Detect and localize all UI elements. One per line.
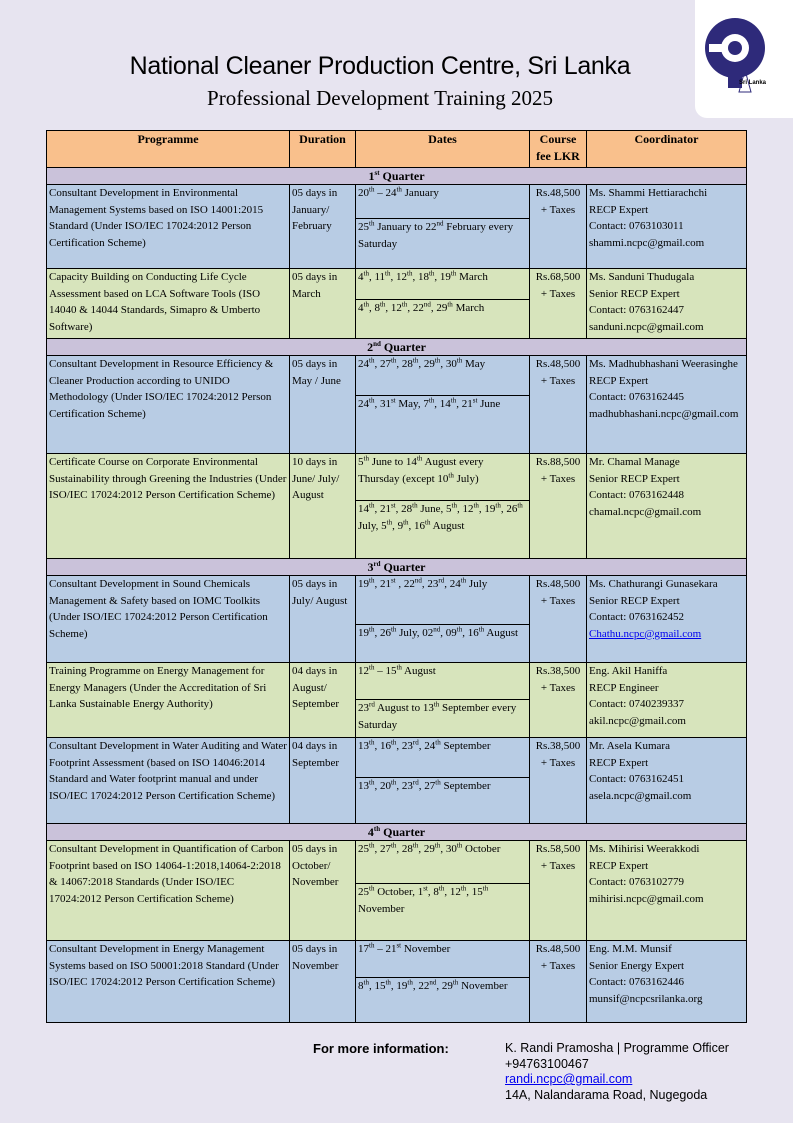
programme-cell: Consultant Development in Sound Chemicals Management & Safety based on IOMC Toolkits (Under ISO/IEC 17024:2012 Person Certification Scheme) — [47, 576, 290, 663]
fee-cell: Rs.58,500 + Taxes — [530, 841, 587, 941]
training-table — [46, 130, 747, 1023]
programme-cell: Consultant Development in Environmental Management Systems based on ISO 14001:2015 Standard (Under ISO/IEC 17024:2012 Person Certification Scheme) — [47, 185, 290, 269]
dates-cell — [356, 663, 530, 738]
coordinator-contact: Contact: 0763103011 — [589, 220, 684, 232]
dates-cell — [356, 941, 530, 1023]
footer-address: 14A, Nalandarama Road, Nugegoda — [505, 1087, 708, 1102]
quarter-row — [47, 559, 747, 576]
coordinator-contact: Contact: 0763102779 — [589, 876, 685, 888]
coordinator-email: chamal.ncpc@gmail.com — [589, 505, 702, 518]
footer-phone: +94763100467 — [505, 1056, 589, 1071]
date-option-1: 5th June to 14th August every Thursday (except 10th July) — [356, 454, 529, 501]
coordinator-name: Ms. Madhubhashani Weerasinghe — [589, 358, 738, 370]
duration-cell: 05 days in October/ November — [290, 841, 356, 941]
fee-cell: Rs.38,500 + Taxes — [530, 663, 587, 738]
duration-cell: 05 days in January/ February — [290, 185, 356, 269]
quarter-label: 1st Quarter — [47, 168, 747, 185]
date-option-1: 19th, 21st , 22nd, 23rd, 24th July — [356, 576, 529, 625]
coordinator-title: Senior RECP Expert — [589, 287, 680, 300]
coordinator-contact: Contact: 0763162445 — [589, 391, 685, 403]
table-row — [47, 841, 747, 941]
fee-cell: Rs.48,500 + Taxes — [530, 356, 587, 454]
coordinator-cell — [587, 454, 747, 559]
programme-cell: Consultant Development in Water Auditing and Water Footprint Assessment (based on ISO 14046:2014 Standard and Water footprint manual and under ISO/IEC 17024:2012 Person Certification Scheme) — [47, 738, 290, 824]
date-option-2: 13th, 20th, 23rd, 27th September — [358, 778, 491, 792]
coordinator-email: akil.ncpc@gmail.com — [589, 714, 686, 727]
date-option-2: 8th, 15th, 19th, 22nd, 29th November — [358, 978, 508, 992]
coordinator-title: RECP Expert — [589, 203, 649, 216]
quarter-label: 4th Quarter — [47, 824, 747, 841]
date-option-2: 25th January to 22nd February every Saturday — [358, 219, 514, 250]
coordinator-cell — [587, 576, 747, 663]
page-subtitle: Professional Development Training 2025 — [207, 86, 553, 110]
programme-cell: Consultant Development in Resource Efficiency & Cleaner Production according to UNIDO Methodology (Under ISO/IEC 17024:2012 Person Certification Scheme) — [47, 356, 290, 454]
coordinator-title: RECP Expert — [589, 374, 649, 387]
table-row — [47, 941, 747, 1023]
coordinator-name: Ms. Sanduni Thudugala — [589, 271, 695, 283]
date-option-2: 4th, 8th, 12th, 22nd, 29th March — [358, 300, 485, 314]
coordinator-title: Senior RECP Expert — [589, 472, 680, 485]
dates-cell — [356, 738, 530, 824]
coordinator-title: RECP Expert — [589, 859, 649, 872]
table-body — [47, 168, 747, 1023]
header-fee: Course fee LKR — [530, 131, 587, 168]
date-option-2: 19th, 26th July, 02nd, 09th, 16th August — [358, 625, 519, 639]
coordinator-email: mihirisi.ncpc@gmail.com — [589, 892, 704, 905]
duration-cell: 04 days in August/ September — [290, 663, 356, 738]
date-option-1: 13th, 16th, 23rd, 24th September — [356, 738, 529, 778]
coordinator-email: madhubhashani.ncpc@gmail.com — [589, 407, 739, 420]
programme-cell: Certificate Course on Corporate Environmental Sustainability through Greening the Industries (Under ISO/IEC 17024:2012 Person Certification Scheme) — [47, 454, 290, 559]
fee-cell: Rs.88,500 + Taxes — [530, 454, 587, 559]
duration-cell: 04 days in September — [290, 738, 356, 824]
duration-cell: 05 days in July/ August — [290, 576, 356, 663]
table-row — [47, 576, 747, 663]
page-title: National Cleaner Production Centre, Sri Lanka — [129, 52, 631, 80]
table-row — [47, 738, 747, 824]
coordinator-title: Senior RECP Expert — [589, 594, 680, 607]
coordinator-cell — [587, 185, 747, 269]
coordinator-contact: Contact: 0763162451 — [589, 773, 685, 785]
header-dates: Dates — [356, 131, 530, 168]
header-duration: Duration — [290, 131, 356, 168]
coordinator-cell — [587, 841, 747, 941]
fee-cell: Rs.48,500 + Taxes — [530, 185, 587, 269]
footer-email-link[interactable]: randi.ncpc@gmail.com — [505, 1072, 633, 1086]
coordinator-name: Ms. Shammi Hettiarachchi — [589, 187, 708, 199]
coordinator-name: Ms. Chathurangi Gunasekara — [589, 578, 718, 590]
coordinator-contact: Contact: 0763162446 — [589, 976, 685, 988]
coordinator-title: Senior Energy Expert — [589, 959, 685, 972]
dates-cell — [356, 454, 530, 559]
date-option-2: 24th, 31st May, 7th, 14th, 21st June — [358, 396, 501, 410]
fee-cell: Rs.38,500 + Taxes — [530, 738, 587, 824]
coordinator-cell — [587, 738, 747, 824]
duration-cell: 10 days in June/ July/ August — [290, 454, 356, 559]
coordinator-title: RECP Expert — [589, 756, 649, 769]
coordinator-cell — [587, 269, 747, 339]
date-option-1: 4th, 11th, 12th, 18th, 19th March — [356, 269, 529, 300]
duration-cell: 05 days in March — [290, 269, 356, 339]
coordinator-email: munsif@ncpcsrilanka.org — [589, 992, 703, 1005]
programme-cell: Training Programme on Energy Management for Energy Managers (Under the Accreditation of Sri Lanka Sustainable Energy Authority) — [47, 663, 290, 738]
date-option-1: 25th, 27th, 28th, 29th, 30th October — [356, 841, 529, 884]
date-option-2: 23rd August to 13th September every Saturday — [358, 700, 517, 731]
coordinator-name: Eng. M.M. Munsif — [589, 943, 672, 955]
dates-cell — [356, 185, 530, 269]
table-row — [47, 454, 747, 559]
table-row — [47, 185, 747, 269]
coordinator-name: Eng. Akil Haniffa — [589, 665, 668, 677]
coordinator-cell — [587, 941, 747, 1023]
dates-cell — [356, 841, 530, 941]
programme-cell: Consultant Development in Quantification of Carbon Footprint based on ISO 14064-1:2018,14064-2:2018 & 14067:2018 Standards (Under ISO/IEC 17024:2012 Person Certification Scheme) — [47, 841, 290, 941]
date-option-1: 20th – 24th January — [356, 185, 529, 219]
coordinator-name: Ms. Mihirisi Weerakkodi — [589, 843, 700, 855]
date-option-2: 25th October, 1st, 8th, 12th, 15th November — [358, 884, 489, 915]
date-option-1: 24th, 27th, 28th, 29th, 30th May — [356, 356, 529, 396]
coordinator-email-link[interactable]: Chathu.ncpc@gmail.com — [589, 627, 702, 640]
table-row — [47, 269, 747, 339]
date-option-1: 17th – 21st November — [356, 941, 529, 978]
coordinator-cell — [587, 663, 747, 738]
coordinator-cell — [587, 356, 747, 454]
dates-cell — [356, 269, 530, 339]
coordinator-title: RECP Engineer — [589, 681, 659, 694]
header-programme: Programme — [47, 131, 290, 168]
date-option-1: 12th – 15th August — [356, 663, 529, 700]
fee-cell: Rs.48,500 + Taxes — [530, 941, 587, 1023]
dates-cell — [356, 576, 530, 663]
coordinator-contact: Contact: 0740239337 — [589, 698, 685, 710]
table-header-row — [47, 131, 747, 168]
quarter-row — [47, 339, 747, 356]
programme-cell: Capacity Building on Conducting Life Cycle Assessment based on LCA Software Tools (ISO 14040 & 14044 Standards, Simapro & Umberto Software) — [47, 269, 290, 339]
programme-cell: Consultant Development in Energy Management Systems based on ISO 50001:2018 Standard (Under ISO/IEC 17024:2012 Person Certification Scheme) — [47, 941, 290, 1023]
footer-contact-name: K. Randi Pramosha | Programme Officer — [505, 1041, 729, 1055]
table-row — [47, 356, 747, 454]
logo-caption: Sri Lanka — [739, 80, 767, 86]
coordinator-email: sanduni.ncpc@gmail.com — [589, 320, 704, 333]
duration-cell: 05 days in November — [290, 941, 356, 1023]
quarter-row — [47, 824, 747, 841]
coordinator-email: asela.ncpc@gmail.com — [589, 789, 692, 802]
coordinator-name: Mr. Asela Kumara — [589, 740, 670, 752]
coordinator-contact: Contact: 0763162452 — [589, 611, 685, 623]
coordinator-name: Mr. Chamal Manage — [589, 456, 680, 468]
footer-contact — [505, 1041, 729, 1103]
coordinator-contact: Contact: 0763162447 — [589, 304, 685, 316]
fee-cell: Rs.68,500 + Taxes — [530, 269, 587, 339]
footer-label: For more information: — [313, 1041, 449, 1056]
quarter-row — [47, 168, 747, 185]
dates-cell — [356, 356, 530, 454]
date-option-2: 14th, 21st, 28th June, 5th, 12th, 19th, 26th July, 5th, 9th, 16th August — [358, 501, 523, 532]
header-coordinator: Coordinator — [587, 131, 747, 168]
table-row — [47, 663, 747, 738]
fee-cell: Rs.48,500 + Taxes — [530, 576, 587, 663]
coordinator-email: shammi.ncpc@gmail.com — [589, 236, 705, 249]
quarter-label: 3rd Quarter — [47, 559, 747, 576]
duration-cell: 05 days in May / June — [290, 356, 356, 454]
coordinator-contact: Contact: 0763162448 — [589, 489, 685, 501]
quarter-label: 2nd Quarter — [47, 339, 747, 356]
